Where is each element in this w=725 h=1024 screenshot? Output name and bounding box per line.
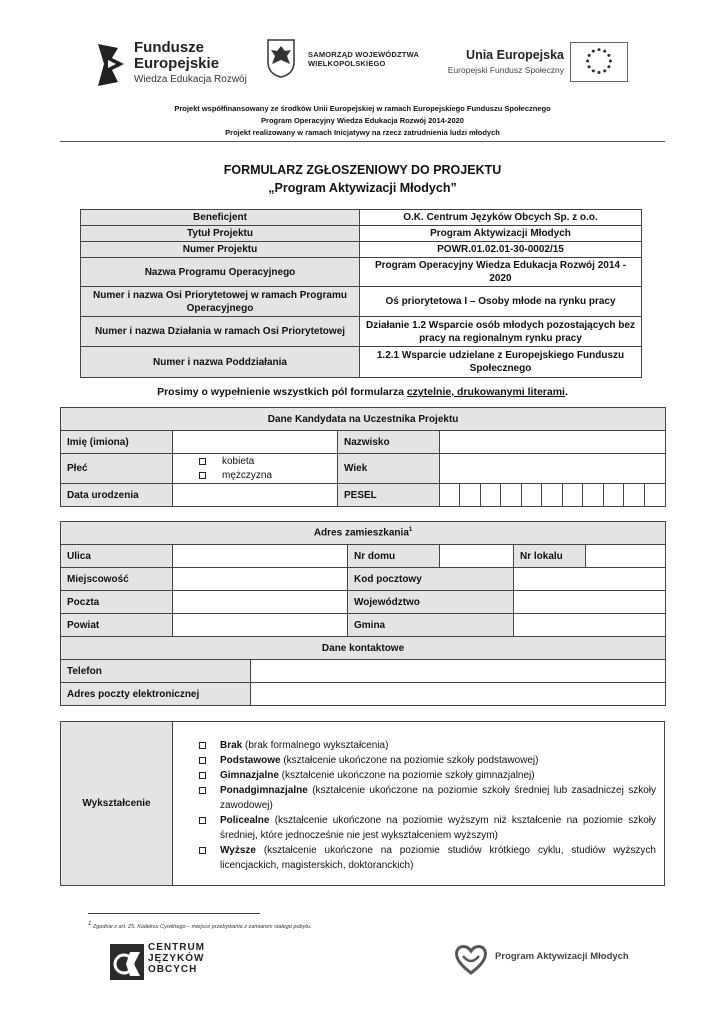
instruction-underlined: czytelnie, drukowanymi literami — [406, 386, 565, 398]
fe-title2: Europejskie — [134, 55, 220, 72]
education-option-higher[interactable] — [199, 843, 656, 873]
info-key: Nazwa Programu Operacyjnego — [81, 258, 360, 287]
info-value: O.K. Centrum Języków Obcych Sp. z o.o. — [360, 210, 642, 226]
sex-options — [173, 454, 338, 484]
checkbox[interactable] — [199, 772, 206, 779]
table-row — [81, 242, 642, 258]
last-name-field[interactable] — [440, 431, 666, 454]
birth-date-label: Data urodzenia — [61, 484, 173, 507]
info-key: Numer i nazwa Osi Priorytetowej w ramach Programu Operacyjnego — [81, 287, 360, 317]
fill-instruction — [60, 386, 665, 398]
education-option-upper-secondary[interactable] — [199, 783, 656, 813]
eagle-crest-icon — [266, 38, 296, 78]
wlkp-line2: WIELKOPOLSKIEGO — [308, 59, 386, 68]
phone-field[interactable] — [251, 660, 666, 683]
footnote-ref: 1 — [408, 527, 413, 534]
table-row — [81, 258, 642, 287]
pesel-digit-box[interactable] — [583, 484, 604, 507]
address-table — [60, 521, 666, 706]
address-heading-text: Adres zamieszkania — [313, 527, 409, 539]
table-row — [61, 660, 666, 683]
table-row — [81, 317, 642, 347]
sex-male-option[interactable] — [173, 469, 337, 483]
checkbox[interactable] — [199, 757, 206, 764]
info-key: Numer i nazwa Działania w ramach Osi Priorytetowej — [81, 317, 360, 347]
program-aktywizacji-logo — [453, 942, 643, 978]
sex-female-label: kobieta — [222, 456, 255, 467]
fundusze-europejskie-logo — [96, 38, 256, 90]
info-value: POWR.01.02.01-30-0002/15 — [360, 242, 642, 258]
town-field[interactable] — [173, 568, 348, 591]
option-desc: (kształcenie ukończone na poziomie szkoły gimnazjalnej) — [278, 770, 535, 781]
commune-label: Gmina — [348, 614, 514, 637]
table-row — [81, 287, 642, 317]
footnote-divider — [88, 913, 260, 914]
cjo-line1: CENTRUM — [148, 942, 205, 953]
table-row — [61, 431, 666, 454]
pesel-digit-box[interactable] — [522, 484, 542, 507]
flat-no-label: Nr lokalu — [514, 545, 586, 568]
form-title-line1: FORMULARZ ZGŁOSZENIOWY DO PROJEKTU — [223, 163, 502, 177]
table-row — [61, 683, 666, 706]
county-label: Powiat — [61, 614, 173, 637]
eu-flag-icon — [570, 42, 628, 82]
table-row — [61, 454, 666, 484]
info-value: 1.2.1 Wsparcie udzielane z Europejskiego Funduszu Społecznego — [360, 347, 642, 378]
wlkp-line1: SAMORZĄD WOJEWÓDZTWA — [308, 50, 420, 59]
education-option-primary[interactable] — [199, 753, 656, 768]
house-no-label: Nr domu — [348, 545, 440, 568]
age-field[interactable] — [440, 454, 666, 484]
email-label: Adres poczty elektronicznej — [61, 683, 251, 706]
footnote-text: Zgodnie z art. 25. Kodeksu Cywilnego – miejsce przebywania z zamiarem stałego pobytu. — [91, 923, 312, 930]
candidate-heading: Dane Kandydata na Uczestnika Projektu — [61, 408, 666, 431]
heart-hands-icon — [453, 942, 489, 976]
cjo-mark-icon — [110, 944, 144, 980]
checkbox[interactable] — [199, 817, 206, 824]
education-label: Wykształcenie — [61, 722, 173, 885]
header-divider — [60, 141, 665, 142]
instruction-text: Prosimy o wypełnienie wszystkich pól formularza — [157, 386, 407, 398]
voivodeship-label: Województwo — [348, 591, 514, 614]
table-row — [81, 347, 642, 378]
info-value: Działanie 1.2 Wsparcie osób młodych pozostających bez pracy na regionalnym rynku pracy — [360, 317, 642, 347]
option-desc: (kształcenie ukończone na poziomie studiów krótkiego cyklu, studiów wyższych licencjackich, magisterskich, doktoranckich) — [220, 845, 656, 871]
pesel-digit-box[interactable] — [481, 484, 501, 507]
table-row — [61, 637, 666, 660]
project-info-lines — [60, 103, 665, 139]
option-name: Policealne — [220, 815, 270, 826]
flat-no-field[interactable] — [586, 545, 666, 568]
postcode-label: Kod pocztowy — [348, 568, 514, 591]
checkbox[interactable] — [199, 742, 206, 749]
phone-label: Telefon — [61, 660, 251, 683]
postcode-field[interactable] — [514, 568, 666, 591]
pesel-digit-box[interactable] — [645, 484, 666, 507]
table-row — [61, 522, 666, 545]
house-no-field[interactable] — [440, 545, 514, 568]
candidate-table — [60, 407, 666, 507]
county-field[interactable] — [173, 614, 348, 637]
pesel-label: PESEL — [338, 484, 440, 507]
address-heading — [61, 522, 666, 545]
first-name-label: Imię (imiona) — [61, 431, 173, 454]
checkbox[interactable] — [199, 458, 206, 465]
option-name: Ponadgimnazjalne — [220, 785, 308, 796]
pesel-digit-box[interactable] — [501, 484, 522, 507]
footnote — [88, 921, 311, 930]
fe-subtitle: Wiedza Edukacja Rozwój — [134, 74, 247, 85]
commune-field[interactable] — [514, 614, 666, 637]
info-value: Program Operacyjny Wiedza Edukacja Rozwój 2014 - 2020 — [360, 258, 642, 287]
age-label: Wiek — [338, 454, 440, 484]
fe-title: Fundusze — [134, 39, 204, 56]
pesel-digit-box[interactable] — [542, 484, 563, 507]
project-line-2: Program Operacyjny Wiedza Edukacja Rozwój 2014-2020 — [261, 116, 464, 125]
option-name: Gimnazjalne — [220, 770, 279, 781]
instruction-end: . — [564, 386, 568, 398]
checkbox[interactable] — [199, 847, 206, 854]
option-desc: (kształcenie ukończone na poziomie szkoły podstawowej) — [280, 755, 539, 766]
sex-male-label: mężczyzna — [222, 470, 273, 481]
post-office-label: Poczta — [61, 591, 173, 614]
project-line-1: Projekt współfinansowany ze środków Unii Europejskiej w ramach Europejskiego Funduszu Społecznego — [174, 104, 551, 113]
education-section — [60, 721, 665, 886]
street-label: Ulica — [61, 545, 173, 568]
cjo-line2: JĘZYKÓW — [148, 953, 205, 964]
option-desc: (kształcenie ukończone na poziomie wyższym niż kształcenie na poziomie szkoły średniej, które jednocześnie nie jest wykształceniem wyższym) — [220, 815, 656, 841]
sex-label: Płeć — [61, 454, 173, 484]
option-name: Brak — [220, 740, 243, 751]
wielkopolska-logo — [264, 36, 424, 92]
checkbox[interactable] — [199, 787, 206, 794]
checkbox[interactable] — [199, 472, 206, 479]
info-key: Numer Projektu — [81, 242, 360, 258]
info-key: Numer i nazwa Poddziałania — [81, 347, 360, 378]
pam-text: Program Aktywizacji Młodych — [495, 951, 629, 962]
info-value: Program Aktywizacji Młodych — [360, 226, 642, 242]
pesel-digit-box[interactable] — [604, 484, 624, 507]
education-option-none[interactable] — [199, 738, 656, 753]
centrum-jezykow-obcych-logo — [110, 940, 220, 984]
table-row — [61, 408, 666, 431]
form-title-line2: „Program Aktywizacji Młodych” — [268, 181, 457, 195]
birth-date-field[interactable] — [173, 484, 338, 507]
pesel-digit-box[interactable] — [624, 484, 645, 507]
pesel-digit-box[interactable] — [563, 484, 583, 507]
form-title — [60, 161, 665, 197]
footnote-mark: 1 — [88, 921, 92, 927]
table-row — [61, 591, 666, 614]
cjo-line3: OBCYCH — [148, 964, 198, 975]
table-row — [61, 568, 666, 591]
contact-heading: Dane kontaktowe — [61, 637, 666, 660]
street-field[interactable] — [173, 545, 348, 568]
email-field[interactable] — [251, 683, 666, 706]
table-row — [81, 226, 642, 242]
project-line-3: Projekt realizowany w ramach Inicjatywy na rzecz zatrudnienia ludzi młodych — [225, 128, 500, 137]
eu-title: Unia Europejska — [466, 48, 564, 62]
sex-female-option[interactable] — [173, 455, 337, 469]
education-options — [173, 722, 664, 885]
option-desc: (brak formalnego wykształcenia) — [242, 740, 389, 751]
education-option-post-secondary[interactable] — [199, 813, 656, 843]
table-row — [61, 614, 666, 637]
option-name: Podstawowe — [220, 755, 281, 766]
eu-subtitle: Europejski Fundusz Społeczny — [447, 65, 564, 75]
education-option-lower-secondary[interactable] — [199, 768, 656, 783]
option-name: Wyższe — [220, 845, 256, 856]
voivodeship-field[interactable] — [514, 591, 666, 614]
pesel-digit-box[interactable] — [440, 484, 460, 507]
fe-star-icon — [96, 40, 126, 88]
table-row — [61, 545, 666, 568]
info-value: Oś priorytetowa I – Osoby młode na rynku pracy — [360, 287, 642, 317]
last-name-label: Nazwisko — [338, 431, 440, 454]
post-office-field[interactable] — [173, 591, 348, 614]
project-info-table — [80, 209, 642, 378]
table-row — [61, 484, 666, 507]
option-desc: (kształcenie ukończone na poziomie szkoły średniej lub zasadniczej szkoły zawodowej) — [220, 785, 656, 811]
header-logos — [96, 36, 636, 94]
first-name-field[interactable] — [173, 431, 338, 454]
pesel-digit-box[interactable] — [460, 484, 481, 507]
table-row — [81, 210, 642, 226]
eu-logo — [436, 40, 636, 88]
info-key: Beneficjent — [81, 210, 360, 226]
info-key: Tytuł Projektu — [81, 226, 360, 242]
town-label: Miejscowość — [61, 568, 173, 591]
